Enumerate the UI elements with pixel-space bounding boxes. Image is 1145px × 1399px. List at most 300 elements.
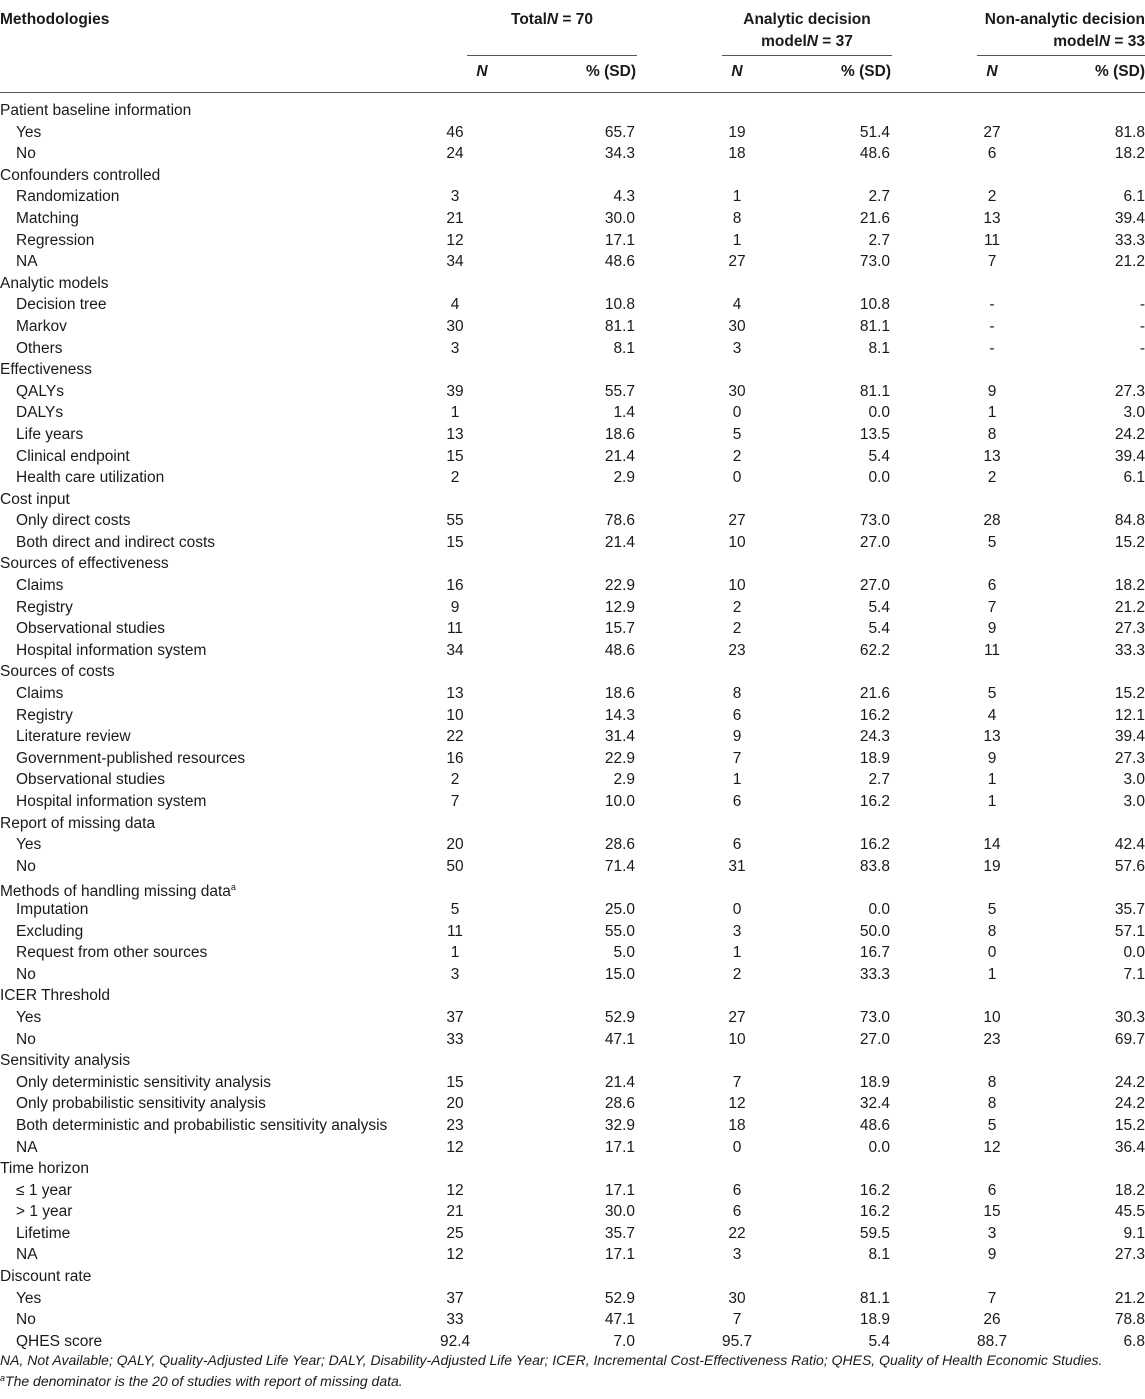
cell-analytic-pct: 0.0 bbox=[868, 469, 890, 487]
cell-analytic-n: 6 bbox=[732, 836, 742, 854]
table-row bbox=[0, 1244, 1145, 1266]
cell-total-n: 21 bbox=[446, 1203, 464, 1221]
cell-analytic-n: 0 bbox=[732, 469, 742, 487]
group-underline-non-analytic bbox=[977, 55, 1145, 56]
table-row bbox=[0, 942, 1145, 964]
cell-non-analytic-n: 14 bbox=[983, 836, 1001, 854]
cell-total-pct: 2.9 bbox=[613, 469, 635, 487]
cell-analytic-pct: 27.0 bbox=[859, 1030, 890, 1048]
cell-non-analytic-pct: 27.3 bbox=[1114, 1246, 1145, 1264]
cell-total-n: 37 bbox=[446, 1008, 464, 1026]
cell-non-analytic-pct: 21.2 bbox=[1114, 1289, 1145, 1307]
cell-analytic-pct: 13.5 bbox=[859, 425, 890, 443]
cell-analytic-n: 95.7 bbox=[722, 1332, 753, 1350]
cell-analytic-pct: 5.4 bbox=[868, 620, 890, 638]
cell-non-analytic-n: 5 bbox=[987, 685, 997, 703]
cell-non-analytic-pct: 27.3 bbox=[1114, 749, 1145, 767]
cell-total-pct: 21.4 bbox=[604, 1073, 635, 1091]
cell-total-n: 3 bbox=[450, 339, 460, 357]
cell-total-n: 11 bbox=[446, 620, 464, 638]
cell-non-analytic-n: 0 bbox=[987, 944, 997, 962]
cell-non-analytic-pct: 9.1 bbox=[1123, 1224, 1145, 1242]
category-label: Cost input bbox=[0, 490, 70, 508]
category-row bbox=[0, 489, 1145, 511]
subheader-pct-analytic: % (SD) bbox=[841, 63, 891, 80]
cell-total-n: 21 bbox=[446, 209, 464, 227]
cell-analytic-n: 6 bbox=[732, 793, 742, 810]
cell-analytic-pct: 8.1 bbox=[868, 339, 890, 357]
cell-total-pct: 15.7 bbox=[604, 620, 635, 638]
cell-total-n: 5 bbox=[450, 900, 460, 918]
cell-non-analytic-n: - bbox=[989, 317, 995, 335]
cell-non-analytic-pct: 15.2 bbox=[1114, 533, 1145, 551]
table-row bbox=[0, 618, 1145, 640]
cell-analytic-pct: 73.0 bbox=[859, 512, 890, 530]
table-row bbox=[0, 424, 1145, 446]
header-divider bbox=[0, 92, 1145, 93]
table-row bbox=[0, 294, 1145, 316]
cell-analytic-pct: 48.6 bbox=[859, 1116, 890, 1134]
cell-total-n: 33 bbox=[446, 1311, 464, 1329]
cell-non-analytic-n: 13 bbox=[983, 209, 1001, 227]
cell-non-analytic-pct: - bbox=[1139, 317, 1145, 335]
cell-analytic-pct: 8.1 bbox=[868, 1246, 890, 1264]
cell-total-n: 12 bbox=[446, 1246, 464, 1264]
table-row bbox=[0, 143, 1145, 165]
cell-non-analytic-n: 6 bbox=[987, 145, 997, 163]
cell-non-analytic-n: 11 bbox=[983, 641, 1001, 659]
cell-total-n: 33 bbox=[446, 1030, 464, 1048]
table-row bbox=[0, 251, 1145, 273]
cell-total-pct: 18.6 bbox=[604, 425, 635, 443]
table-row bbox=[0, 122, 1145, 144]
cell-total-pct: 15.0 bbox=[604, 965, 635, 983]
cell-non-analytic-pct: 24.2 bbox=[1114, 425, 1145, 443]
row-label: Yes bbox=[16, 1289, 42, 1307]
category-label: Time horizon bbox=[0, 1160, 90, 1178]
cell-total-pct: 48.6 bbox=[604, 253, 635, 271]
table-row bbox=[0, 1093, 1145, 1115]
cell-analytic-pct: 81.1 bbox=[859, 1289, 890, 1307]
table-row bbox=[0, 726, 1145, 748]
cell-non-analytic-n: - bbox=[989, 296, 995, 314]
cell-analytic-n: 30 bbox=[728, 382, 746, 400]
cell-total-pct: 30.0 bbox=[604, 209, 635, 227]
cell-total-pct: 17.1 bbox=[604, 231, 635, 249]
category-label: Sources of effectiveness bbox=[0, 555, 169, 573]
table-row bbox=[0, 769, 1145, 791]
category-row bbox=[0, 985, 1145, 1007]
cell-analytic-pct: 81.1 bbox=[859, 382, 890, 400]
cell-total-pct: 34.3 bbox=[604, 145, 635, 163]
cell-analytic-n: 2 bbox=[732, 447, 742, 465]
header-analytic: Analytic decision modelN = 37 bbox=[743, 11, 871, 50]
row-label: Clinical endpoint bbox=[16, 447, 130, 465]
cell-analytic-n: 6 bbox=[732, 1181, 742, 1199]
cell-non-analytic-n: 4 bbox=[987, 706, 997, 724]
cell-non-analytic-pct: 6.1 bbox=[1123, 188, 1145, 206]
cell-non-analytic-n: 5 bbox=[987, 533, 997, 551]
header-non-analytic: Non-analytic decision modelN = 33 bbox=[984, 11, 1145, 50]
cell-non-analytic-pct: 21.2 bbox=[1114, 253, 1145, 271]
cell-analytic-n: 30 bbox=[728, 317, 746, 335]
cell-total-pct: 30.0 bbox=[604, 1203, 635, 1221]
cell-analytic-pct: 24.3 bbox=[859, 728, 890, 746]
category-label: Patient baseline information bbox=[0, 102, 192, 119]
cell-non-analytic-pct: - bbox=[1139, 296, 1145, 314]
cell-analytic-n: 19 bbox=[728, 123, 746, 141]
cell-analytic-n: 23 bbox=[728, 641, 746, 659]
cell-non-analytic-n: 19 bbox=[983, 857, 1001, 875]
cell-non-analytic-n: 13 bbox=[983, 728, 1001, 746]
cell-analytic-pct: 16.2 bbox=[859, 836, 890, 854]
table-row bbox=[0, 899, 1145, 921]
row-label: NA bbox=[16, 1138, 38, 1156]
cell-non-analytic-pct: 78.8 bbox=[1114, 1311, 1145, 1329]
row-label: Life years bbox=[16, 425, 84, 443]
header-methodologies: Methodologies bbox=[0, 11, 110, 28]
cell-analytic-n: 3 bbox=[732, 339, 742, 357]
cell-total-pct: 17.1 bbox=[604, 1246, 635, 1264]
cell-analytic-pct: 16.2 bbox=[859, 1203, 890, 1221]
row-label: NA bbox=[16, 1246, 38, 1264]
cell-non-analytic-n: 7 bbox=[987, 253, 997, 271]
cell-non-analytic-pct: 24.2 bbox=[1114, 1095, 1145, 1113]
cell-analytic-pct: 59.5 bbox=[859, 1224, 890, 1242]
table-row bbox=[0, 1029, 1145, 1051]
category-row bbox=[0, 661, 1145, 683]
cell-total-n: 9 bbox=[450, 598, 460, 616]
cell-non-analytic-pct: 0.0 bbox=[1123, 944, 1145, 962]
cell-analytic-n: 10 bbox=[728, 577, 746, 595]
table-header bbox=[0, 0, 1145, 94]
cell-non-analytic-n: 12 bbox=[983, 1138, 1001, 1156]
row-label: Imputation bbox=[16, 900, 89, 918]
cell-total-pct: 25.0 bbox=[604, 900, 635, 918]
cell-non-analytic-pct: 12.1 bbox=[1114, 706, 1145, 724]
row-label: Registry bbox=[16, 598, 73, 616]
row-label: Matching bbox=[16, 209, 79, 227]
cell-non-analytic-pct: 3.0 bbox=[1123, 771, 1145, 789]
cell-total-pct: 32.9 bbox=[604, 1116, 635, 1134]
cell-analytic-pct: 5.4 bbox=[868, 447, 890, 465]
cell-total-n: 3 bbox=[450, 188, 460, 206]
cell-non-analytic-pct: 24.2 bbox=[1114, 1073, 1145, 1091]
cell-non-analytic-pct: 27.3 bbox=[1114, 382, 1145, 400]
cell-non-analytic-pct: 57.1 bbox=[1114, 922, 1145, 940]
cell-total-pct: 21.4 bbox=[604, 447, 635, 465]
cell-total-pct: 81.1 bbox=[604, 317, 635, 335]
row-label: No bbox=[16, 145, 36, 163]
table-body bbox=[0, 100, 1145, 1352]
category-row bbox=[0, 813, 1145, 835]
cell-non-analytic-pct: 18.2 bbox=[1114, 577, 1145, 595]
cell-total-pct: 35.7 bbox=[604, 1224, 635, 1242]
row-label: Health care utilization bbox=[16, 469, 165, 487]
row-label: Both deterministic and probabilistic sensitivity analysis bbox=[16, 1116, 388, 1134]
cell-analytic-n: 9 bbox=[732, 728, 742, 746]
row-label: NA bbox=[16, 253, 38, 271]
table-row bbox=[0, 683, 1145, 705]
cell-total-n: 15 bbox=[446, 447, 464, 465]
row-label: Claims bbox=[16, 577, 64, 595]
cell-analytic-n: 27 bbox=[728, 253, 746, 271]
cell-analytic-pct: 83.8 bbox=[859, 857, 890, 875]
cell-total-n: 7 bbox=[450, 793, 460, 810]
cell-non-analytic-pct: 18.2 bbox=[1114, 1181, 1145, 1199]
cell-analytic-pct: 16.7 bbox=[859, 944, 890, 962]
cell-non-analytic-n: 9 bbox=[987, 1246, 997, 1264]
cell-non-analytic-pct: 33.3 bbox=[1114, 231, 1145, 249]
cell-non-analytic-pct: 33.3 bbox=[1114, 641, 1145, 659]
cell-non-analytic-pct: 21.2 bbox=[1114, 598, 1145, 616]
subheader-pct-non-analytic: % (SD) bbox=[1095, 63, 1145, 80]
cell-analytic-pct: 16.2 bbox=[859, 793, 890, 810]
table-footnote bbox=[0, 1351, 1145, 1390]
cell-total-pct: 12.9 bbox=[604, 598, 635, 616]
table-row bbox=[0, 1288, 1145, 1310]
cell-total-pct: 4.3 bbox=[613, 188, 635, 206]
cell-non-analytic-n: 10 bbox=[983, 1008, 1001, 1026]
cell-total-n: 11 bbox=[446, 922, 464, 940]
cell-analytic-pct: 5.4 bbox=[868, 598, 890, 616]
cell-total-n: 1 bbox=[450, 944, 460, 962]
group-underline-total bbox=[467, 55, 637, 56]
cell-analytic-n: 7 bbox=[732, 1073, 742, 1091]
row-label: > 1 year bbox=[16, 1203, 73, 1221]
cell-analytic-pct: 0.0 bbox=[868, 1138, 890, 1156]
cell-non-analytic-n: 1 bbox=[987, 793, 997, 810]
group-underline-analytic bbox=[722, 55, 892, 56]
header-total: TotalN = 70 bbox=[511, 11, 593, 28]
cell-total-pct: 2.9 bbox=[613, 771, 635, 789]
cell-total-pct: 22.9 bbox=[604, 749, 635, 767]
cell-total-n: 13 bbox=[446, 685, 464, 703]
cell-non-analytic-pct: 15.2 bbox=[1114, 1116, 1145, 1134]
table-row bbox=[0, 856, 1145, 878]
row-label: Hospital information system bbox=[16, 793, 207, 810]
cell-analytic-pct: 18.9 bbox=[859, 1311, 890, 1329]
cell-total-n: 10 bbox=[446, 706, 464, 724]
cell-analytic-pct: 5.4 bbox=[868, 1332, 890, 1350]
cell-total-n: 24 bbox=[446, 145, 464, 163]
cell-non-analytic-n: 23 bbox=[983, 1030, 1001, 1048]
table-row bbox=[0, 791, 1145, 813]
cell-analytic-n: 30 bbox=[728, 1289, 746, 1307]
cell-total-pct: 65.7 bbox=[604, 123, 635, 141]
cell-non-analytic-n: 1 bbox=[987, 771, 997, 789]
cell-analytic-n: 22 bbox=[728, 1224, 746, 1242]
cell-analytic-n: 3 bbox=[732, 1246, 742, 1264]
cell-analytic-pct: 81.1 bbox=[859, 317, 890, 335]
category-row bbox=[0, 273, 1145, 295]
cell-total-n: 46 bbox=[446, 123, 464, 141]
cell-non-analytic-n: 5 bbox=[987, 1116, 997, 1134]
cell-analytic-pct: 62.2 bbox=[859, 641, 890, 659]
category-label: Methods of handling missing data$^a$ bbox=[0, 882, 236, 901]
category-label: Discount rate bbox=[0, 1268, 92, 1286]
cell-total-n: 2 bbox=[450, 469, 460, 487]
cell-non-analytic-pct: 84.8 bbox=[1114, 512, 1145, 530]
cell-analytic-n: 18 bbox=[728, 1116, 746, 1134]
cell-non-analytic-pct: 39.4 bbox=[1114, 447, 1145, 465]
row-label: Claims bbox=[16, 685, 64, 703]
cell-total-pct: 10.0 bbox=[604, 793, 635, 810]
row-label: No bbox=[16, 965, 36, 983]
cell-analytic-pct: 16.2 bbox=[859, 706, 890, 724]
category-label: Effectiveness bbox=[0, 361, 92, 379]
cell-non-analytic-n: 8 bbox=[987, 1073, 997, 1091]
table-row bbox=[0, 1331, 1145, 1353]
cell-analytic-n: 12 bbox=[728, 1095, 746, 1113]
cell-non-analytic-n: 9 bbox=[987, 620, 997, 638]
cell-non-analytic-n: 8 bbox=[987, 922, 997, 940]
cell-total-pct: 17.1 bbox=[604, 1181, 635, 1199]
cell-analytic-n: 1 bbox=[732, 771, 742, 789]
cell-analytic-pct: 10.8 bbox=[859, 296, 890, 314]
table-row bbox=[0, 1072, 1145, 1094]
row-label: QALYs bbox=[16, 382, 64, 400]
cell-total-pct: 8.1 bbox=[613, 339, 635, 357]
row-label: DALYs bbox=[16, 404, 64, 422]
cell-non-analytic-pct: 6.8 bbox=[1123, 1332, 1145, 1350]
table-row bbox=[0, 208, 1145, 230]
cell-total-pct: 22.9 bbox=[604, 577, 635, 595]
cell-total-n: 30 bbox=[446, 317, 464, 335]
cell-non-analytic-pct: 7.1 bbox=[1123, 965, 1145, 983]
cell-total-pct: 78.6 bbox=[604, 512, 635, 530]
cell-non-analytic-n: 6 bbox=[987, 1181, 997, 1199]
subheader-pct-total: % (SD) bbox=[586, 63, 636, 80]
cell-non-analytic-n: - bbox=[989, 339, 995, 357]
cell-non-analytic-n: 13 bbox=[983, 447, 1001, 465]
row-label: ≤ 1 year bbox=[16, 1181, 72, 1199]
cell-analytic-n: 2 bbox=[732, 598, 742, 616]
cell-analytic-pct: 0.0 bbox=[868, 404, 890, 422]
cell-total-n: 22 bbox=[446, 728, 464, 746]
row-label: Yes bbox=[16, 836, 42, 854]
cell-analytic-pct: 2.7 bbox=[868, 231, 890, 249]
cell-analytic-pct: 16.2 bbox=[859, 1181, 890, 1199]
cell-non-analytic-n: 26 bbox=[983, 1311, 1001, 1329]
cell-total-pct: 18.6 bbox=[604, 685, 635, 703]
row-label: Observational studies bbox=[16, 620, 166, 638]
cell-analytic-n: 10 bbox=[728, 533, 746, 551]
cell-total-n: 50 bbox=[446, 857, 464, 875]
cell-total-pct: 5.0 bbox=[613, 944, 635, 962]
cell-non-analytic-pct: 3.0 bbox=[1123, 404, 1145, 422]
cell-non-analytic-n: 3 bbox=[987, 1224, 997, 1242]
category-label: Confounders controlled bbox=[0, 166, 161, 184]
row-label: Yes bbox=[16, 1008, 42, 1026]
subheader-n-non-analytic: N bbox=[986, 63, 998, 80]
table-row bbox=[0, 834, 1145, 856]
cell-total-pct: 55.0 bbox=[604, 922, 635, 940]
cell-total-pct: 28.6 bbox=[604, 1095, 635, 1113]
table-row bbox=[0, 532, 1145, 554]
cell-analytic-pct: 51.4 bbox=[859, 123, 890, 141]
table-row bbox=[0, 446, 1145, 468]
cell-total-pct: 10.8 bbox=[604, 296, 635, 314]
cell-non-analytic-n: 88.7 bbox=[977, 1332, 1008, 1350]
cell-analytic-pct: 21.6 bbox=[859, 685, 890, 703]
cell-total-n: 55 bbox=[446, 512, 464, 530]
cell-non-analytic-pct: 27.3 bbox=[1114, 620, 1145, 638]
cell-total-n: 12 bbox=[446, 1138, 464, 1156]
cell-non-analytic-n: 5 bbox=[987, 900, 997, 918]
row-label: Literature review bbox=[16, 728, 131, 746]
cell-analytic-n: 27 bbox=[728, 512, 746, 530]
cell-analytic-n: 27 bbox=[728, 1008, 746, 1026]
cell-analytic-n: 0 bbox=[732, 404, 742, 422]
category-label: Analytic models bbox=[0, 274, 109, 292]
row-label: Randomization bbox=[16, 188, 120, 206]
cell-non-analytic-pct: 42.4 bbox=[1114, 836, 1145, 854]
cell-non-analytic-n: 7 bbox=[987, 598, 997, 616]
cell-analytic-pct: 73.0 bbox=[859, 1008, 890, 1026]
row-label: QHES score bbox=[16, 1332, 103, 1350]
cell-total-n: 16 bbox=[446, 749, 464, 767]
table-row bbox=[0, 1180, 1145, 1202]
cell-non-analytic-pct: 30.3 bbox=[1114, 1008, 1145, 1026]
table-row bbox=[0, 748, 1145, 770]
footnote-abbreviations: NA, Not Available; QALY, Quality-Adjusted Life Year; DALY, Disability-Adjusted Life Year; ICER, Incremental Cost-Effectiveness Ratio; QHES, Quality of Health Economic Studies. bbox=[0, 1352, 1103, 1368]
cell-analytic-n: 8 bbox=[732, 209, 742, 227]
cell-non-analytic-n: 6 bbox=[987, 577, 997, 595]
cell-total-pct: 7.0 bbox=[613, 1332, 635, 1350]
row-label: Only direct costs bbox=[16, 512, 131, 530]
cell-total-pct: 52.9 bbox=[604, 1008, 635, 1026]
table-row bbox=[0, 575, 1145, 597]
table-row bbox=[0, 1309, 1145, 1331]
cell-non-analytic-pct: 39.4 bbox=[1114, 728, 1145, 746]
cell-analytic-n: 7 bbox=[732, 1311, 742, 1329]
cell-non-analytic-n: 9 bbox=[987, 749, 997, 767]
cell-non-analytic-pct: 15.2 bbox=[1114, 685, 1145, 703]
cell-analytic-n: 1 bbox=[732, 944, 742, 962]
table-row bbox=[0, 230, 1145, 252]
cell-total-n: 34 bbox=[446, 641, 464, 659]
cell-analytic-pct: 21.6 bbox=[859, 209, 890, 227]
category-row bbox=[0, 553, 1145, 575]
table-row bbox=[0, 1201, 1145, 1223]
category-row bbox=[0, 165, 1145, 187]
category-row bbox=[0, 1266, 1145, 1288]
row-label: Excluding bbox=[16, 922, 84, 940]
row-label: No bbox=[16, 1030, 36, 1048]
cell-total-n: 15 bbox=[446, 533, 464, 551]
row-label: Regression bbox=[16, 231, 95, 249]
cell-non-analytic-n: 28 bbox=[983, 512, 1001, 530]
cell-analytic-pct: 27.0 bbox=[859, 577, 890, 595]
row-label: Lifetime bbox=[16, 1224, 71, 1242]
cell-total-pct: 48.6 bbox=[604, 641, 635, 659]
category-row bbox=[0, 359, 1145, 381]
category-row bbox=[0, 100, 1145, 122]
category-label: Sources of costs bbox=[0, 663, 115, 681]
row-label: Decision tree bbox=[16, 296, 107, 314]
row-label: Markov bbox=[16, 317, 67, 335]
cell-total-pct: 28.6 bbox=[604, 836, 635, 854]
cell-total-n: 3 bbox=[450, 965, 460, 983]
cell-total-n: 12 bbox=[446, 231, 464, 249]
cell-total-pct: 55.7 bbox=[604, 382, 635, 400]
cell-analytic-n: 6 bbox=[732, 1203, 742, 1221]
cell-total-n: 23 bbox=[446, 1116, 464, 1134]
cell-total-n: 37 bbox=[446, 1289, 464, 1307]
subheader-n-analytic: N bbox=[731, 63, 743, 80]
cell-analytic-n: 0 bbox=[732, 900, 742, 918]
